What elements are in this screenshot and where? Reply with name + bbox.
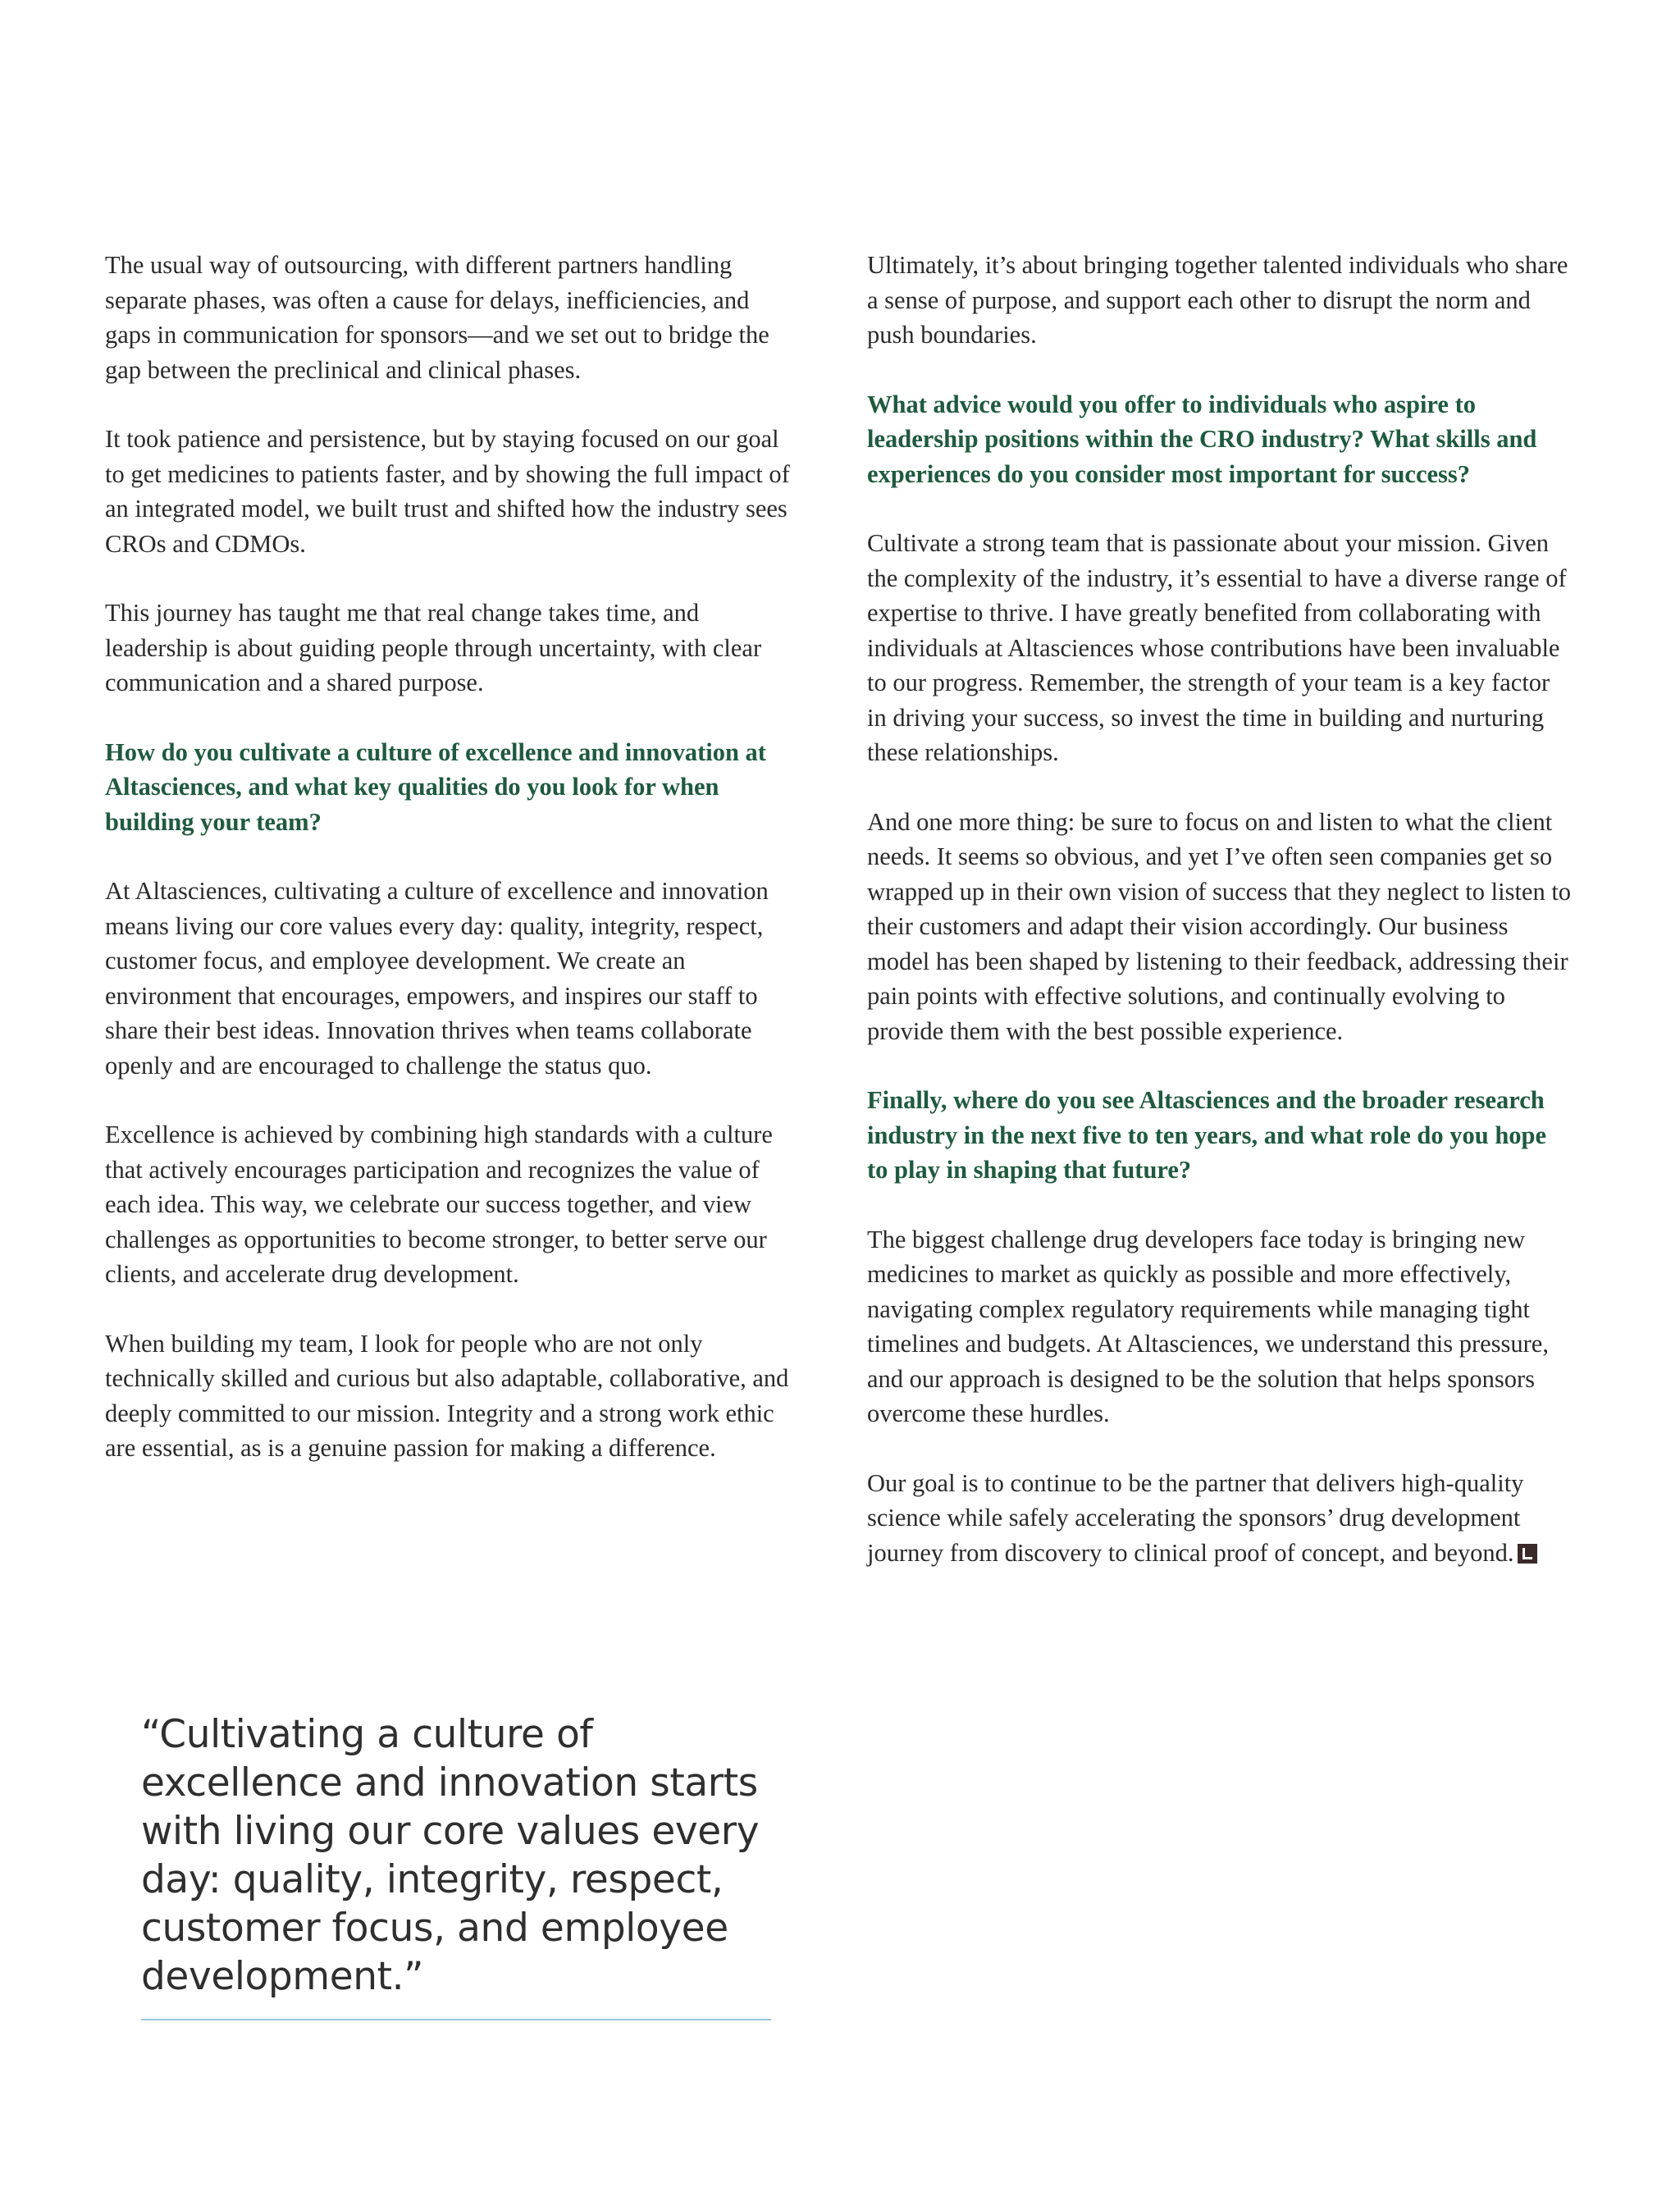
closing-paragraph <box>867 1466 1573 1571</box>
body-paragraph: This journey has taught me that real change takes time, and leadership is about guiding people through uncertainty, with clear communication and a shared purpose. <box>105 599 762 696</box>
interview-question: How do you cultivate a culture of excellence and innovation at Altasciences, and what key qualities do you look for when building your team? <box>105 737 766 836</box>
body-paragraph: Cultivate a strong team that is passionate about your mission. Given the complexity of the industry, it’s essential to have a diverse range of expertise to thrive. I have greatly benefited from collaborating with individuals at Altasciences whose contributions have been invaluable to our progress. Remember, the strength of your team is a key factor in driving your success, so invest the time in building and nurturing these relationships. <box>867 529 1567 766</box>
pull-quote-divider <box>141 2019 771 2020</box>
pull-quote: “Cultivating a culture of excellence and innovation starts with living our core values every day: quality, integrity, respect, customer focus, and employee development.” <box>141 1712 760 1999</box>
closing-paragraph-text: Our goal is to continue to be the partner that delivers high-quality science while safely accelerating the sponsors’ drug development journey from discovery to clinical proof of concept, and beyond. <box>867 1468 1524 1567</box>
body-paragraph: The usual way of outsourcing, with different partners handling separate phases, was often a cause for delays, inefficiencies, and gaps in communication for sponsors—and we set out to bridge the gap between the preclinical and clinical phases. <box>105 251 769 384</box>
left-column <box>105 248 798 1500</box>
body-paragraph: Excellence is achieved by combining high standards with a culture that actively encourages participation and recognizes the value of each idea. This way, we celebrate our success together, and view challenges as opportunities to become stronger, to better serve our clients, and accelerate drug development. <box>105 1121 773 1288</box>
interview-question: Finally, where do you see Altasciences and the broader research industry in the next five to ten years, and what role do you hope to play in shaping that future? <box>867 1086 1547 1184</box>
right-column <box>867 248 1573 1605</box>
interview-question: What advice would you offer to individuals who aspire to leadership positions within the CRO industry? What skills and experiences do you consider most important for success? <box>867 390 1537 488</box>
body-paragraph: Ultimately, it’s about bringing together talented individuals who share a sense of purpose, and support each other to disrupt the norm and push boundaries. <box>867 251 1568 349</box>
body-paragraph: At Altasciences, cultivating a culture of excellence and innovation means living our core values every day: quality, integrity, respect, customer focus, and employee development. We create an environment that encourages, empowers, and inspires our staff to share their best ideas. Innovation thrives when teams collaborate openly and are encouraged to challenge the status quo. <box>105 877 769 1080</box>
article-end-mark-icon <box>1518 1544 1537 1564</box>
body-paragraph: It took patience and persistence, but by staying focused on our goal to get medicines to patients faster, and by showing the full impact of an integrated model, we built trust and shifted how the industry sees CROs and CDMOs. <box>105 425 790 558</box>
body-paragraph: The biggest challenge drug developers face today is bringing new medicines to market as quickly as possible and more effectively, navigating complex regulatory requirements while managing tight timelines and budgets. At Altasciences, we understand this pressure, and our approach is designed to be the solution that helps sponsors overcome these hurdles. <box>867 1225 1549 1427</box>
body-paragraph: And one more thing: be sure to focus on and listen to what the client needs. It seems so obvious, and yet I’ve often seen companies get so wrapped up in their own vision of success that they neglect to listen to their customers and adapt their vision accordingly. Our business model has been shaped by listening to their feedback, addressing their pain points with effective solutions, and continually evolving to provide them with the best possible experience. <box>867 807 1572 1045</box>
body-paragraph: When building my team, I look for people who are not only technically skilled and curious but also adaptable, collaborative, and deeply committed to our mission. Integrity and a strong work ethic are essential, as is a genuine passion for making a difference. <box>105 1329 789 1462</box>
